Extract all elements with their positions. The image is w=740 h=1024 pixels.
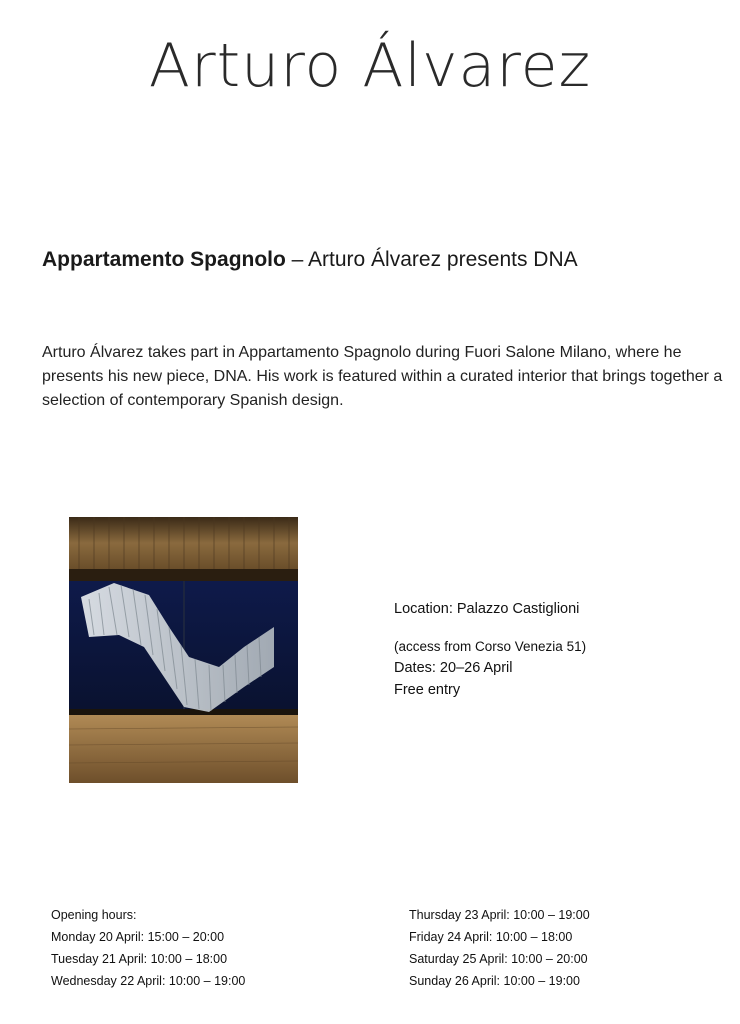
hours-row: Friday 24 April: 10:00 – 18:00	[409, 930, 573, 944]
event-entry: Free entry	[394, 682, 461, 698]
hours-row: Wednesday 22 April: 10:00 – 19:00	[51, 974, 246, 988]
article-intro: Arturo Álvarez takes part in Appartamento Spagnolo during Fuori Salone Milano, where he presents his new piece, DNA. His work is featured within a curated interior that brings together a selection of contemporary Spanish design.	[42, 344, 723, 409]
headline-event-name: Appartamento Spagnolo	[42, 248, 286, 271]
hours-row: Saturday 25 April: 10:00 – 20:00	[409, 952, 588, 966]
hours-row: Sunday 26 April: 10:00 – 19:00	[409, 974, 580, 988]
opening-hours-column-right	[409, 904, 590, 992]
dna-installation-photo	[69, 517, 298, 783]
article-headline	[42, 246, 578, 274]
hours-row: Tuesday 21 April: 10:00 – 18:00	[51, 952, 228, 966]
brand-title[interactable]: Arturo Álvarez	[148, 31, 592, 101]
opening-hours-column-left	[51, 904, 245, 992]
dna-installation-image	[69, 517, 298, 783]
hours-row: Thursday 23 April: 10:00 – 19:00	[409, 908, 590, 922]
opening-hours-title: Opening hours:	[51, 908, 137, 922]
headline-subtitle: – Arturo Álvarez presents DNA	[285, 248, 578, 271]
event-dates: Dates: 20–26 April	[394, 660, 513, 676]
hours-row: Monday 20 April: 15:00 – 20:00	[51, 930, 225, 944]
event-location: Location: Palazzo Castiglioni	[394, 601, 580, 617]
event-access: (access from Corso Venezia 51)	[394, 639, 587, 654]
